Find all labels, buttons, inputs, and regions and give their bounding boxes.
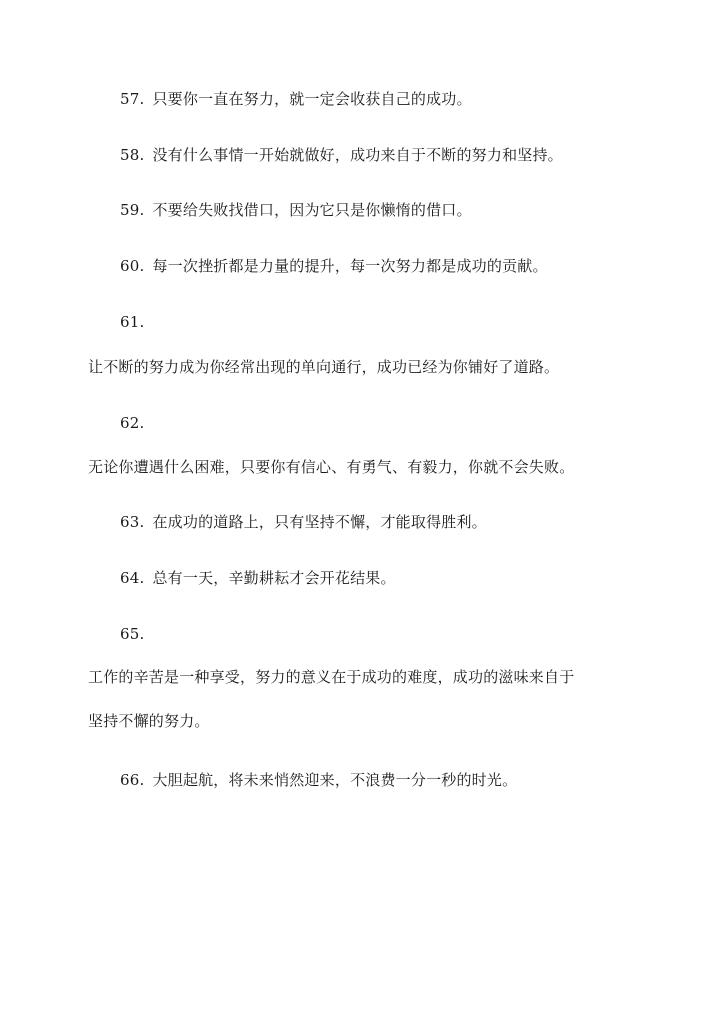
- item-text: 让不断的努力成为你经常出现的单向通行，成功已经为你铺好了道路。: [88, 358, 560, 376]
- item-text: 只要你一直在努力，就一定会收获自己的成功。: [152, 90, 472, 108]
- item-text: 每一次挫折都是力量的提升，每一次努力都是成功的贡献。: [152, 257, 548, 275]
- item-text: 无论你遭遇什么困难，只要你有信心、有勇气、有毅力，你就不会失败。: [88, 458, 575, 476]
- list-item: [120, 89, 472, 109]
- item-number: 64.: [120, 569, 145, 587]
- item-number: 63.: [120, 513, 145, 531]
- item-number: 62.: [120, 414, 145, 432]
- item-text: 坚持不懈的努力。: [88, 712, 210, 730]
- item-text: 工作的辛苦是一种享受，努力的意义在于成功的难度，成功的滋味来自于: [88, 668, 575, 686]
- item-number: 61.: [120, 313, 145, 331]
- item-number: 59.: [120, 201, 145, 219]
- list-item: [120, 568, 396, 588]
- list-item: [120, 512, 487, 532]
- item-number: 57.: [120, 90, 145, 108]
- list-item: [120, 200, 472, 220]
- item-text: 总有一天，辛勤耕耘才会开花结果。: [152, 569, 396, 587]
- item-text: 不要给失败找借口，因为它只是你懒惰的借口。: [152, 201, 472, 219]
- item-text: 大胆起航，将未来悄然迎来，不浪费一分一秒的时光。: [152, 771, 518, 789]
- item-text: 在成功的道路上，只有坚持不懈，才能取得胜利。: [152, 513, 487, 531]
- item-number: 58.: [120, 146, 145, 164]
- list-item: [120, 256, 548, 276]
- item-text: 没有什么事情一开始就做好，成功来自于不断的努力和坚持。: [152, 146, 563, 164]
- item-number: 65.: [120, 625, 145, 643]
- item-number: 66.: [120, 771, 145, 789]
- list-item: [120, 145, 563, 165]
- list-item: [120, 770, 517, 790]
- item-number: 60.: [120, 257, 145, 275]
